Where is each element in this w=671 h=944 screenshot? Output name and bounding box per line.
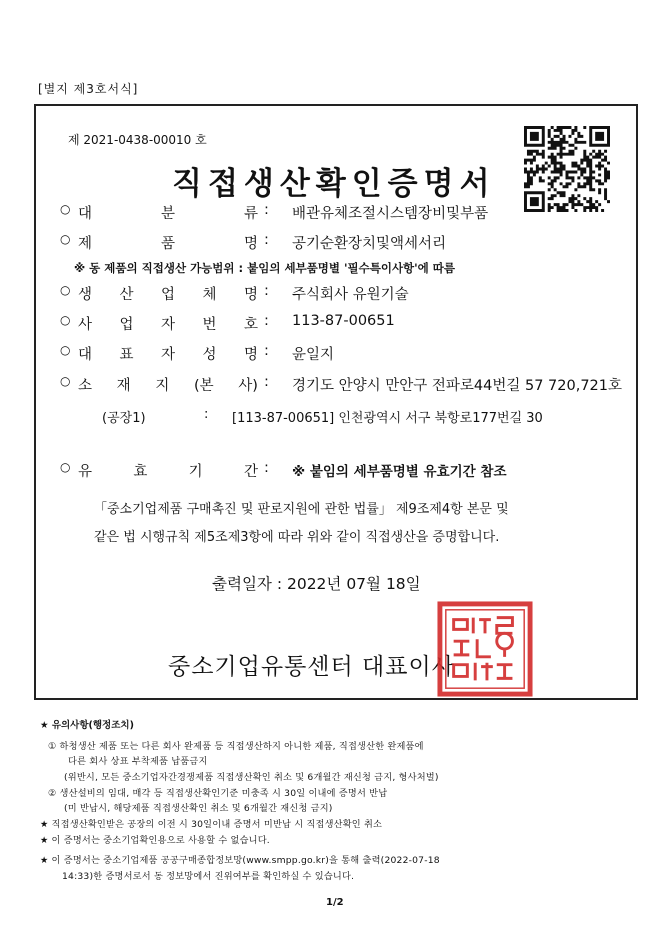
qr-code-icon bbox=[524, 126, 610, 212]
field-label: 소 재 지 (본 사) bbox=[78, 378, 258, 394]
note-line: (미 반납시, 해당제품 직접생산확인 취소 및 6개월간 재신청 금지) bbox=[64, 803, 333, 814]
note-line: 14:33)한 증명서로서 동 정보망에서 진위여부를 확인하실 수 있습니다. bbox=[62, 871, 355, 882]
field-value: 공기순환장치및액세서리 bbox=[292, 236, 447, 252]
document-title: 직접생산확인증명서 bbox=[172, 166, 496, 202]
note-line: ★ 이 증명서는 중소기업확인용으로 사용할 수 없습니다. bbox=[40, 835, 270, 846]
form-number: [별지 제3호서식] bbox=[38, 82, 139, 96]
field-value: 113-87-00651 bbox=[292, 313, 395, 329]
statement-line-1: 「중소기업제품 구매촉진 및 판로지원에 관한 법률」 제9조제4항 본문 및 bbox=[94, 502, 509, 517]
field-label: 사 업 자 번 호 bbox=[78, 317, 258, 333]
issuer-name: 중소기업유통센터 대표이사 bbox=[168, 654, 455, 680]
field-value: ※ 붙임의 세부품명별 유효기간 참조 bbox=[292, 464, 507, 480]
bullet: ○ bbox=[60, 232, 71, 246]
bullet: ○ bbox=[60, 460, 71, 474]
note-line: ★ 직접생산확인받은 공장의 이전 시 30일이내 증명서 미반납 시 직접생산확인 취소 bbox=[40, 819, 383, 830]
issue-date: 출력일자 : 2022년 07월 18일 bbox=[212, 575, 421, 593]
bullet: ○ bbox=[60, 374, 71, 388]
certificate-number: 제 2021-0438-00010 호 bbox=[68, 133, 207, 147]
field-label: 대 표 자 성 명 bbox=[78, 347, 258, 363]
bullet: ○ bbox=[60, 202, 71, 216]
bullet: ○ bbox=[60, 343, 71, 357]
page-number: 1/2 bbox=[326, 897, 344, 908]
note-line: ① 하청생산 제품 또는 다른 회사 완제품 등 직접생산하지 아니한 제품, 직접생산한 완제품에 bbox=[48, 741, 424, 752]
field-value: 윤일지 bbox=[292, 347, 335, 363]
factory-colon: : bbox=[204, 407, 209, 422]
field-value: 경기도 안양시 만안구 전파로44번길 57 720,721호 bbox=[292, 378, 623, 394]
field-label: 생 산 업 체 명 bbox=[78, 287, 258, 303]
note-line: 다른 회사 상표 부착제품 납품금지 bbox=[68, 756, 208, 767]
field-value: 배관유체조절시스템장비및부품 bbox=[292, 206, 489, 222]
note-line: (위반시, 모든 중소기업자간경쟁제품 직접생산확인 취소 및 6개월간 재신청 금지, 형사처벌) bbox=[64, 772, 439, 783]
notes-title: ★ 유의사항(행정조치) bbox=[40, 720, 134, 731]
statement-line-2: 같은 법 시행규칙 제5조제3항에 따라 위와 같이 직접생산을 증명합니다. bbox=[94, 530, 500, 545]
field-label: 대 분 류 bbox=[78, 206, 258, 222]
official-seal-icon bbox=[436, 600, 534, 698]
note-line: ★ 이 증명서는 중소기업제품 공공구매종합정보망(www.smpp.go.kr)을 통해 출력(2022-07-18 bbox=[40, 855, 440, 866]
bullet: ○ bbox=[60, 283, 71, 297]
factory-label: (공장1) bbox=[102, 411, 146, 426]
qr-modules bbox=[524, 126, 610, 212]
field-label: 제 품 명 bbox=[78, 236, 258, 252]
scope-note: ※ 동 제품의 직접생산 가능범위 : 붙임의 세부품명별 '필수특이사항'에 따름 bbox=[74, 261, 456, 275]
field-value: 주식회사 유원기술 bbox=[292, 287, 409, 303]
bullet: ○ bbox=[60, 313, 71, 327]
note-line: ② 생산설비의 임대, 매각 등 직접생산확인기준 미충족 시 30일 이내에 증명서 반납 bbox=[48, 788, 388, 799]
field-label: 유 효 기 간 bbox=[78, 464, 258, 480]
factory-value: [113-87-00651] 인천광역시 서구 북항로177번길 30 bbox=[232, 411, 543, 426]
